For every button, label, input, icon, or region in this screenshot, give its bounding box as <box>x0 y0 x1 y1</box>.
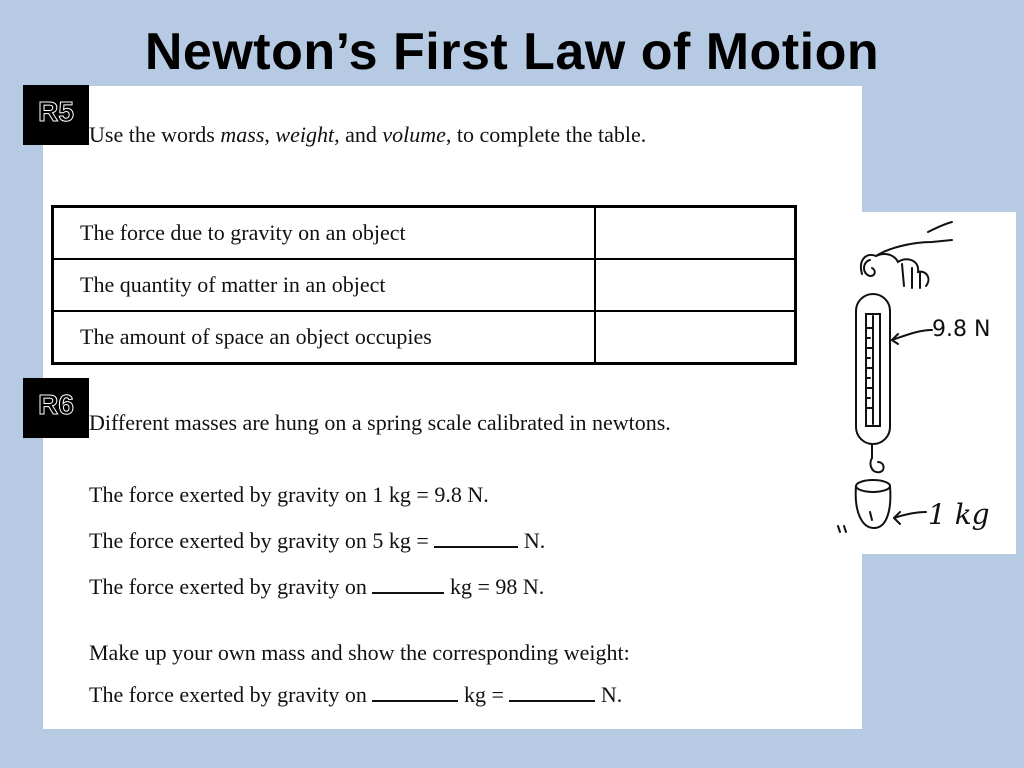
r5-word-weight: weight <box>275 122 335 147</box>
r5-word-volume: volume <box>382 122 446 147</box>
table-cell-definition: The force due to gravity on an object <box>53 207 596 260</box>
r6-badge: R6 <box>23 378 89 438</box>
table-row <box>53 207 796 260</box>
answer-blank-mass[interactable] <box>372 682 458 702</box>
r5-instruction <box>89 122 646 148</box>
r5-instruction-pre: Use the words <box>89 122 221 147</box>
r5-sep1: , <box>264 122 276 147</box>
answer-cell[interactable] <box>595 259 796 311</box>
answer-blank-weight[interactable] <box>509 682 595 702</box>
force-line-3-post: kg = 98 N. <box>444 574 545 599</box>
scale-reading-label: 9.8 N <box>932 317 991 342</box>
force-line-3 <box>89 574 544 600</box>
slide-title: Newton’s First Law of Motion <box>144 23 880 81</box>
force-line-4-post: N. <box>595 682 623 707</box>
answer-blank[interactable] <box>372 574 444 594</box>
spring-scale-figure <box>832 212 1016 554</box>
force-line-1-text: The force exerted by gravity on 1 kg = 9.8 N. <box>89 482 489 507</box>
r5-instruction-post: , to complete the table. <box>445 122 647 147</box>
force-line-4 <box>89 682 622 708</box>
r5-sep2: , and <box>334 122 383 147</box>
worksheet <box>43 86 862 729</box>
answer-cell[interactable] <box>595 311 796 364</box>
force-line-4-pre: The force exerted by gravity on <box>89 682 373 707</box>
force-line-2-post: N. <box>518 528 546 553</box>
r5-word-mass: mass <box>220 122 265 147</box>
table-cell-definition: The quantity of matter in an object <box>53 259 596 311</box>
r6-instruction: Different masses are hung on a spring scale calibrated in newtons. <box>89 410 671 435</box>
force-line-3-pre: The force exerted by gravity on <box>89 574 373 599</box>
table-row <box>53 259 796 311</box>
table-cell-definition: The amount of space an object occupies <box>53 311 596 364</box>
r5-badge: R5 <box>23 85 89 145</box>
definitions-table <box>51 205 797 365</box>
mass-label: 1 kg <box>928 498 990 531</box>
force-line-2-pre: The force exerted by gravity on 5 kg = <box>89 528 435 553</box>
table-row <box>53 311 796 364</box>
force-line-4-mid: kg = <box>458 682 510 707</box>
answer-cell[interactable] <box>595 207 796 260</box>
spring-scale-drawing <box>832 212 1016 554</box>
answer-blank[interactable] <box>434 528 518 548</box>
force-line-1 <box>89 482 489 508</box>
force-line-2 <box>89 528 545 554</box>
make-up-instruction: Make up your own mass and show the corresponding weight: <box>89 640 630 665</box>
